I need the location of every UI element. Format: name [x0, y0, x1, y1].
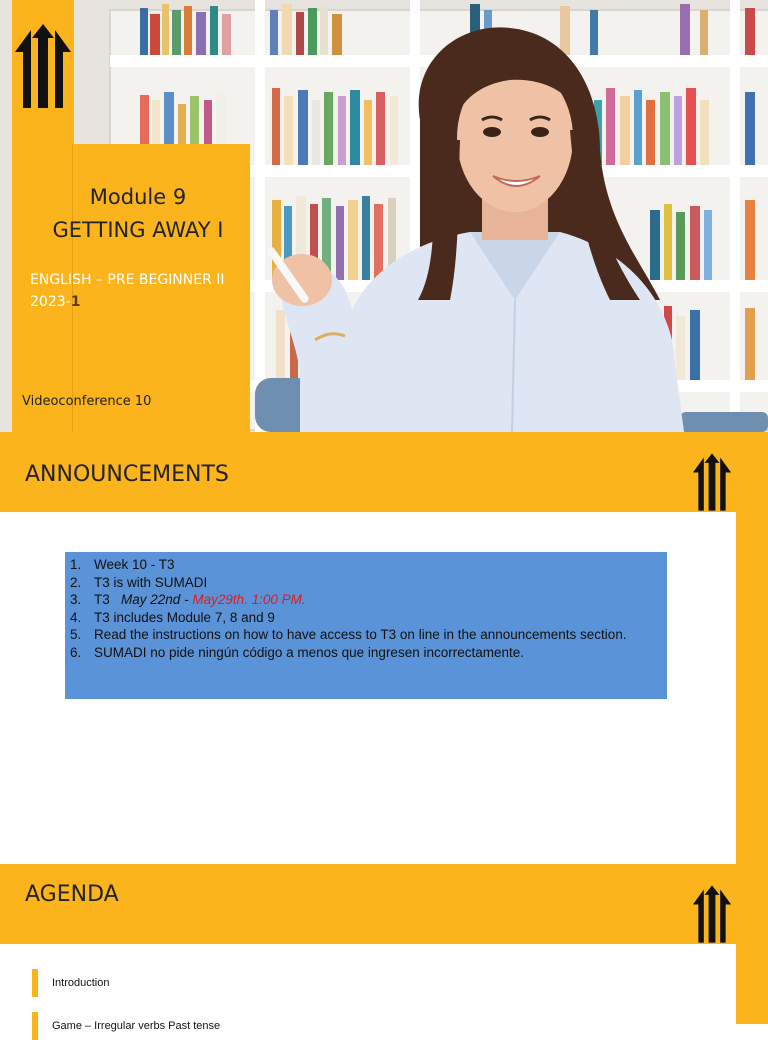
agenda-bullet [32, 1012, 38, 1040]
announcements-list [65, 552, 667, 661]
announcements-box [65, 552, 667, 699]
title-slide [0, 0, 768, 432]
yellow-right-strip [736, 864, 768, 1024]
module-number: Module 9 [89, 185, 187, 209]
list-item: 4. T3 includes Module 7, 8 and 9 [70, 609, 275, 625]
agenda-slide [0, 864, 768, 1032]
title-box [12, 144, 250, 432]
agenda-item-label: Game – Irregular verbs Past tense [52, 1020, 221, 1032]
brand-logo-icon [688, 884, 736, 944]
list-item: 2. T3 is with SUMADI [70, 574, 208, 590]
list-item: 6. SUMADI no pide ningún código a menos que ingresen incorrectamente. [70, 644, 525, 660]
brand-logo-icon [688, 452, 736, 512]
agenda-item-label: Introduction [52, 977, 110, 989]
yellow-right-strip [736, 432, 768, 864]
list-item: 3. T3 May 22nd - May29th. 1:00 PM. [70, 592, 306, 607]
list-item: 5. Read the instructions on how to have access to T3 on line in the announcements section. [70, 627, 627, 642]
announcements-slide [0, 432, 768, 864]
agenda-header [0, 864, 736, 944]
agenda-title: AGENDA [25, 882, 119, 907]
course-year: 2023-1 [30, 294, 81, 310]
announcements-header [0, 432, 736, 512]
course-name: ENGLISH – PRE BEGINNER II [30, 272, 225, 288]
list-item: 1. Week 10 - T3 [70, 557, 175, 572]
brand-logo-icon [12, 22, 74, 110]
session-label: Videoconference 10 [22, 394, 152, 409]
announcements-title: ANNOUNCEMENTS [25, 462, 229, 487]
module-title: GETTING AWAY I [52, 218, 224, 242]
agenda-bullet [32, 969, 38, 997]
